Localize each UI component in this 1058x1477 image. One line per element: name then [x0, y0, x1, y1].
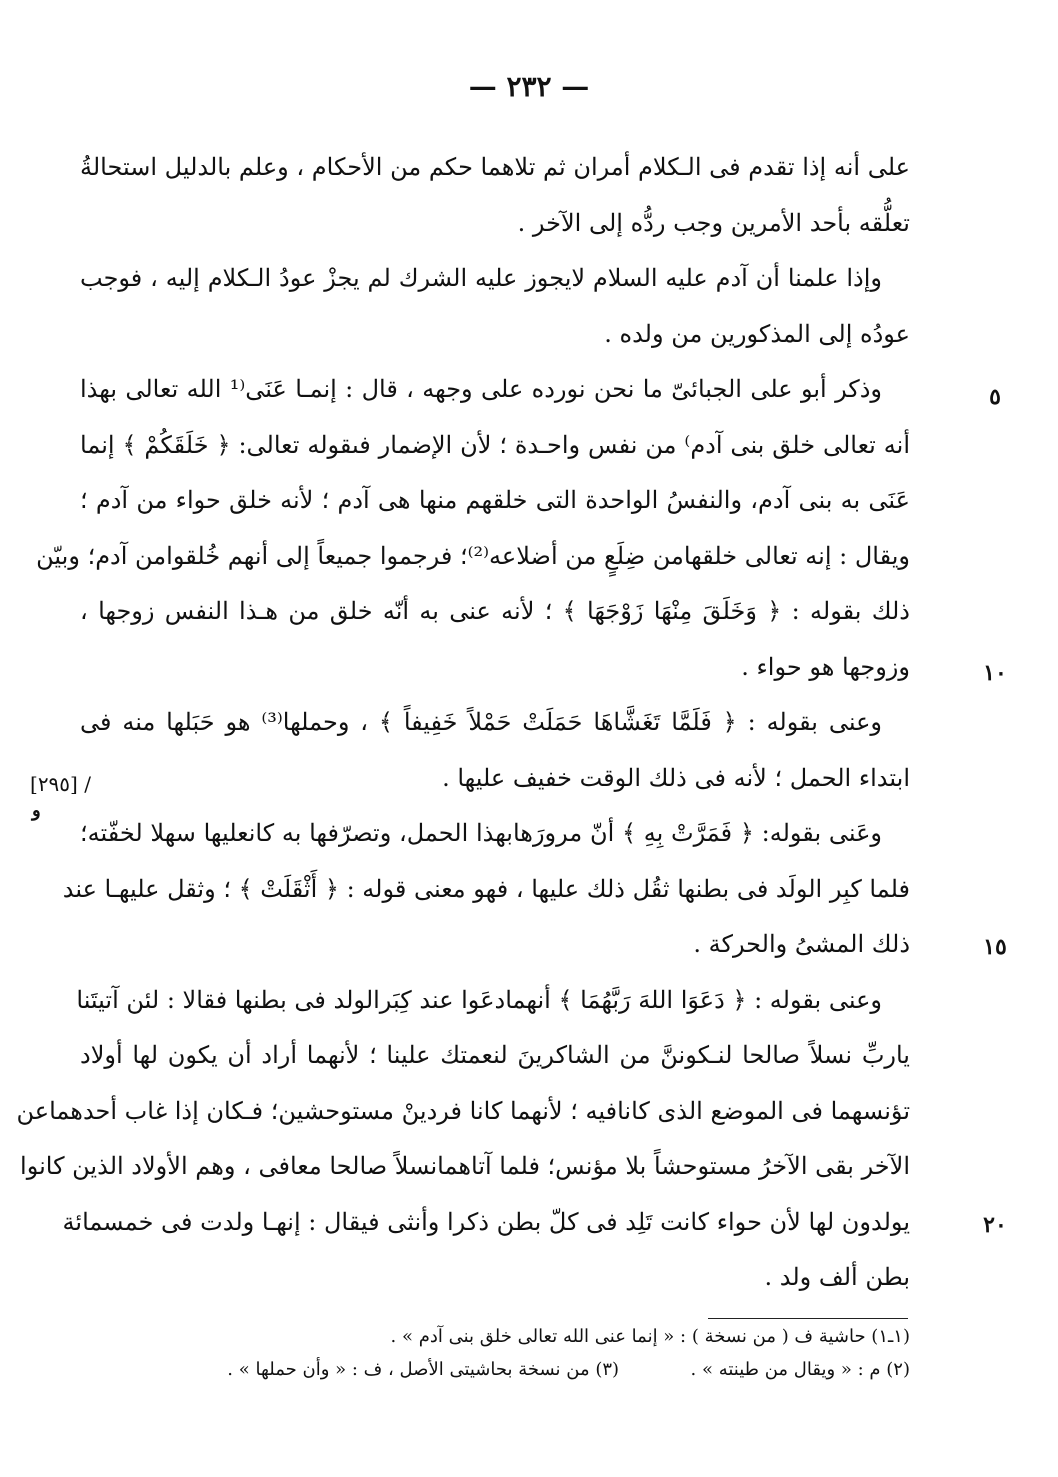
line-number-15: ١٥ — [983, 934, 1007, 960]
footnote-row-2 — [80, 1353, 910, 1386]
text-line: عَنَى به بنى آدم، والنفسُ الواحدة التى خلقهم منها هى آدم ؛ لأنه خلق حواء من آدم ؛ — [80, 486, 910, 514]
text-line: ابتداء الحمل ؛ لأنه فى ذلك الوقت خفيف عليها . — [442, 763, 910, 792]
text-line: ياربِّ نسلاً صالحا لنـكوننَّ من الشاكرينَ لنعمتك علينا ؛ لأنهما أراد أن يكون لها أولاد — [80, 1041, 910, 1069]
line-number-10: ١٠ — [983, 660, 1007, 686]
text-line: الآخر بقى الآخرُ مستوحشاً بلا مؤنس؛ فلما آتاهمانسلاً صالحا معافى ، وهم الأولاد الذين كانوا — [20, 1152, 910, 1180]
text-line: عودُه إلى المذكورين من ولده . — [604, 319, 910, 348]
page-number: — ٢٣٢ — — [468, 70, 590, 103]
text-line: وعَنى بقوله: ﴿ فَمَرَّتْ بِهِ ﴾ أنّ مرورَهابهذا الحمل، وتصرّفها به كانعليها سهلا لخفّته؛ — [80, 819, 882, 847]
text-line: يولدون لها لأن حواء كانت تَلِد فى كلّ بطن ذكرا وأنثى فيقال : إنهـا ولدت فى خمسمائة — [62, 1207, 910, 1236]
text-line: وعنى بقوله : ﴿ فَلَمَّا تَغَشَّاهَا حَمَلَتْ حَمْلاً خَفِيفاً ﴾ ، وحملها⁽³⁾ هو حَبَلها منه فى — [80, 708, 882, 736]
text-line: أنه تعالى خلق بنى آدم⁾ من نفس واحـدة ؛ لأن الإضمار فىقوله تعالى: ﴿ خَلَقَكُمْ ﴾ إنما — [80, 430, 910, 459]
footnote-divider — [708, 1318, 908, 1319]
text-line: ذلك بقوله : ﴿ وَخَلَقَ مِنْهَا زَوْجَهَا ﴾ ؛ لأنه عنى به أنّه خلق من هـذا النفس زوجها ، — [80, 597, 910, 625]
footnote-1-text: (١ـ١) حاشية ف ( من نسخة ) : « إنما عنى الله تعالى خلق بنى آدم » . — [390, 1326, 910, 1347]
footnotes — [80, 1320, 910, 1386]
text-line: ويقال : إنه تعالى خلقهامن ضِلَعٍ من أضلاعه⁽²⁾؛ فرجموا جميعاً إلى أنهم خُلقوامن آدم؛ وبيّن — [36, 541, 910, 570]
text-line: ذلك المشىُ والحركة . — [693, 930, 910, 958]
manuscript-folio-reference: [٢٩٥] / — [30, 772, 91, 796]
text-line: وعنى بقوله : ﴿ دَعَوَا اللهَ رَبَّهُمَا ﴾ أنهمادعَوا عند كِبَرالولد فى بطنها فقالا : لئن آتيتَنا — [76, 985, 882, 1014]
footnote-2-text: (٢) م : « ويقال من طينته » . — [690, 1359, 910, 1380]
text-line: تؤنسهما فى الموضع الذى كانافيه ؛ لأنهما كانا فردينْ مستوحشين؛ فـكان إذا غاب أحدهماعن — [16, 1096, 910, 1125]
line-number-5: ٥ — [989, 384, 1001, 410]
text-line: وذكر أبو على الجبائىّ ما نحن نورده على وجهه ، قال : إنمـا عَنَى⁽¹ الله تعالى بهذا — [80, 375, 883, 403]
text-line: فلما كبِر الولَد فى بطنها ثقُل ذلك عليها ، فهو معنى قوله : ﴿ أَثْقَلَتْ ﴾ ؛ وثقل عليهـا عند — [62, 874, 910, 903]
text-line: بطن ألف ولد . — [764, 1263, 910, 1291]
folio-side-marker: و — [32, 800, 41, 821]
text-line: وإذا علمنا أن آدم عليه السلام لايجوز عليه الشرك لم يجزْ عودُ الـكلام إليه ، فوجب — [80, 264, 882, 292]
footnote-1 — [80, 1320, 910, 1353]
line-number-20: ٢٠ — [983, 1212, 1007, 1238]
text-line: وزوجها هو حواء . — [741, 652, 910, 681]
text-line: على أنه إذا تقدم فى الـكلام أمران ثم تلاهما حكم من الأحكام ، وعلم بالدليل استحالةُ — [80, 153, 910, 181]
footnote-3-text: (٣) من نسخة بحاشيتى الأصل ، ف : « وأن حملها » . — [227, 1359, 620, 1380]
text-line: تعلُّقه بأحد الأمرين وجب ردُّه إلى الآخر . — [517, 208, 910, 237]
